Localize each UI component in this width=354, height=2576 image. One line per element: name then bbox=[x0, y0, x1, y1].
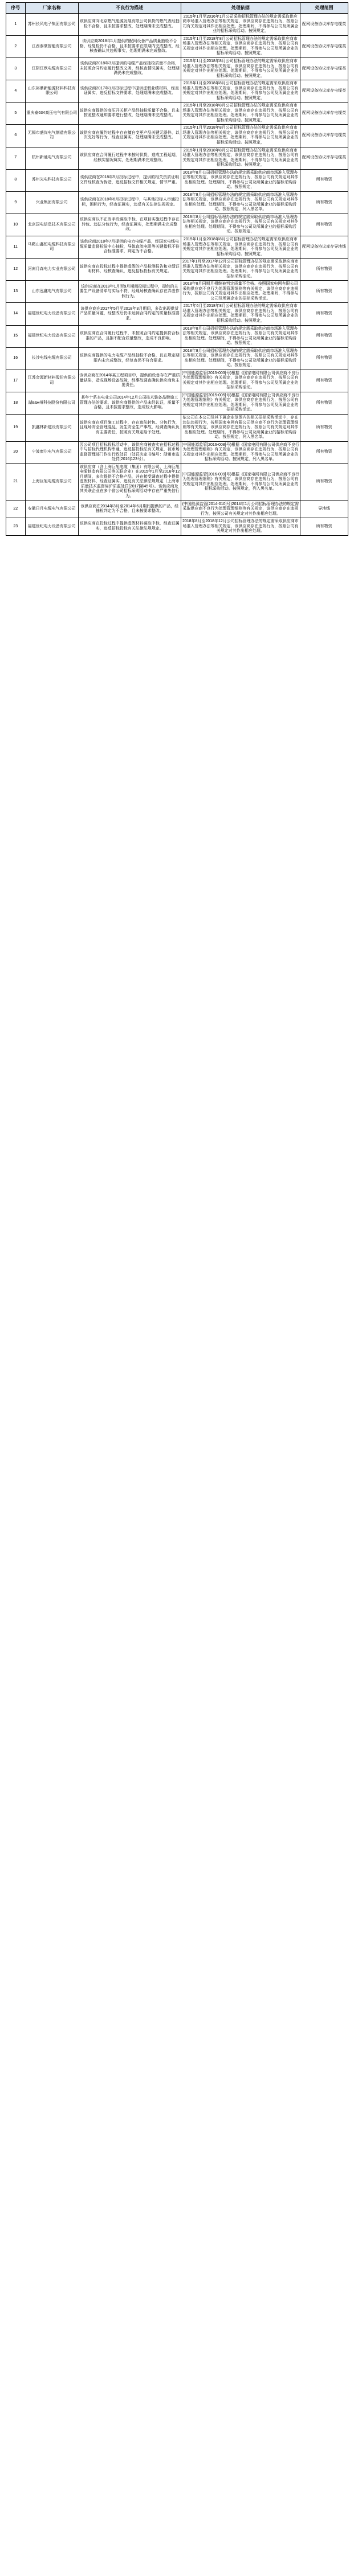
table-header bbox=[6, 3, 348, 14]
cell-description: 该供应商2018年3月提供的电缆产品经抽检质量不合格，未按照合同约定履行整改义务，经核查情况属实，处理期满仍未完成整改。 bbox=[78, 58, 181, 80]
cell-vendor-name: 杭州新通电气有限公司 bbox=[25, 147, 78, 169]
cell-description: 该供应商在合同履行过程中未按时供货，造成工程延期，经核实情况属实，处理期满未完成整改。 bbox=[78, 147, 181, 169]
cell-index: 22 bbox=[6, 501, 26, 518]
cell-description: 该供应商在2018年1月至9月期间投标过程中，提供的主要生产设备清单与实际不符，经现场核查确认存在弄虚作假行为。 bbox=[78, 281, 181, 303]
cell-index: 8 bbox=[6, 169, 26, 191]
cell-scope: 所有物资 bbox=[300, 214, 348, 236]
cell-vendor-name: 山东泓鑫电气有限公司 bbox=[25, 281, 78, 303]
table-row bbox=[6, 325, 348, 347]
cell-index: 19 bbox=[6, 415, 26, 442]
column-header-basis: 处理依据 bbox=[181, 3, 300, 14]
cell-basis: (中国能源监管[2016-009]号)根据《国家电网有限公司供应商不良行为处理管理细则》有关规定，该供应商存在违规行为，按照公司有关规定对其作出相应处理。处理期间，不得参与公司及所属企业的招标采购活动。按照规定，列入黑名单。 bbox=[181, 463, 300, 501]
cell-index: 18 bbox=[6, 392, 26, 414]
cell-scope: 所有物资 bbox=[300, 169, 348, 191]
table-row bbox=[6, 236, 348, 259]
table-row bbox=[6, 463, 348, 501]
cell-vendor-name: 福建世纪电力设备有限公司 bbox=[25, 518, 78, 536]
table-row bbox=[6, 147, 348, 169]
cell-basis: (中国能源监管[2015-003]号)根据《国家电网有限公司供应商不良行为处理管理细则》有关规定，该供应商存在违规行为，按照公司有关规定对其作出相应处理。处理期间，不得参与公司及所属企业的招标采购活动。 bbox=[181, 370, 300, 392]
table-header-row bbox=[6, 3, 348, 14]
cell-description: 该供应商在履约过程中存在擅自变更产品关键元器件、以次充好等行为，经查证属实，处理期满未完成整改。 bbox=[78, 125, 181, 147]
table-row bbox=[6, 281, 348, 303]
cell-scope: 所有物资 bbox=[300, 303, 348, 325]
cell-description: 该供应商在2017年5月至2018年3月期间，多次出现供货产品质量问题，经整改后仍未达到合同约定的质量标准要求。 bbox=[78, 303, 181, 325]
cell-description: 该供应商提供的高压开关柜产品经抽检质量不合格，且未按照整改通知要求进行整改，处理期满未完成整改。 bbox=[78, 102, 181, 125]
column-header-index: 序号 bbox=[6, 3, 26, 14]
document-page bbox=[0, 0, 354, 542]
cell-scope: 配网设备协议库存导地线 bbox=[300, 236, 348, 259]
cell-vendor-name: 兴业集团有限公司 bbox=[25, 191, 78, 214]
cell-vendor-name: 长沙电线电缆有限公司 bbox=[25, 347, 78, 370]
cell-basis: 2018年8月公司招标管理办法的规定需采取供应商市场准入管理办法等相关规定，该供应商存在违规行为，按照公司有关规定对其作出相应处理。处理期间，不得参与公司及所属企业的招标采购活动。按照规定， bbox=[181, 214, 300, 236]
cell-index: 15 bbox=[6, 325, 26, 347]
cell-vendor-name: 上海巨旭电缆有限公司 bbox=[25, 463, 78, 501]
cell-basis: 2017年6月至2018年8月公司招标管理办法的规定需采取供应商市场准入管理办法等相关规定，该供应商存在违规行为，按照公司有关规定对其作出相应处理。处理期间，不得参与公司及所属企业的招标采购活动。按照规定， bbox=[181, 303, 300, 325]
cell-basis: 2015年1月至2016年1月公司采购招标管理办法的规定需采取供应商市场准入管理办法等相关规定，该供应商存在违规行为，按照公司有关规定对其作出相应处理。处理期间，不得参与公司及所属企业的招标采购活动。按照规定， bbox=[181, 13, 300, 35]
cell-basis: 2015年1月至2018年8月公司招标管理办法的规定需采取供应商市场准入管理办法等相关规定，该供应商存在违规行为，按照公司有关规定对其作出相应处理。处理期间，不得参与公司及所属企业的招标采购活动。按照规定， bbox=[181, 125, 300, 147]
cell-scope: 所有物资 bbox=[300, 441, 348, 463]
cell-description: 因公司项目招标投标活动中，该供应商被查实在招标过程中与招标代理机构串通，违反招投标法有关规定，被市场监督管理部门作出行政处罚（处罚决定书编号：浙甬市监处罚[2016]123号）。 bbox=[78, 441, 181, 463]
cell-description: 该供应商2018年7月提供的电力电缆产品，经国家电线电缆质量监督检验中心抽检，导体直流电阻等关键指标不符合标准要求，判定为不合格。 bbox=[78, 236, 181, 259]
table-row bbox=[6, 392, 348, 414]
cell-index: 12 bbox=[6, 259, 26, 281]
cell-index: 21 bbox=[6, 463, 26, 501]
cell-index: 3 bbox=[6, 58, 26, 80]
cell-basis: (中国能源监管[2016-008]号)根据《国家电网有限公司供应商不良行为处理管理细则》有关规定，该供应商存在违规行为，按照公司有关规定对其作出相应处理。处理期间，不得参与公司及所属企业的招标采购活动。按照规定，列入黑名单。 bbox=[181, 441, 300, 463]
cell-description: 该供应商在项目施工过程中，存在违法转包、分包行为，且现场安全管理混乱，发生安全生产事故，经调查确认负有主要责任，按照有关规定给予处理。 bbox=[78, 415, 181, 442]
cell-vendor-name: 山东裕鼎新能源材料科技有限公司 bbox=[25, 80, 78, 102]
table-row bbox=[6, 415, 348, 442]
cell-description: 该供应商在2018年5月投标过程中，提供的相关资质证明文件经核查为伪造，违反招标文件相关规定，情节严重。 bbox=[78, 169, 181, 191]
cell-scope: 配网设备协议库存电缆类 bbox=[300, 102, 348, 125]
cell-basis: 2018年8月同期月相继被判定质量不合格。按照国家电网有限公司采购供应商不良行为处理管理细则等有关规定，该供应商存在违规行为，按照公司有关规定对其作出相应处理。处理期间，不得参与公司及所属企业的招标采购活动。 bbox=[181, 281, 300, 303]
cell-index: 23 bbox=[6, 518, 26, 536]
cell-index: 16 bbox=[6, 347, 26, 370]
supplier-misconduct-table bbox=[6, 2, 348, 536]
cell-scope: 配网设备协议库存电缆类 bbox=[300, 80, 348, 102]
table-row bbox=[6, 518, 348, 536]
cell-scope: 配网设备协议库存电缆类 bbox=[300, 125, 348, 147]
cell-scope: 配网设备协议库存电缆类 bbox=[300, 35, 348, 58]
table-row bbox=[6, 35, 348, 58]
cell-description: 某年十系本电业公司2014年12月公司技术装备品牌施工管理办法的要求，该供应商提供的产品未经认证，质量不合格，且未按要求整改，造成较大影响。 bbox=[78, 392, 181, 414]
cell-description: 该供应商在2018年6月投标过程中，与其他投标人串通投标，围标行为，经查证属实，违反有关法律法规规定。 bbox=[78, 191, 181, 214]
cell-vendor-name: 江西泰豪智能有限公司 bbox=[25, 35, 78, 58]
cell-basis: 2018年8月公司招标管理办法的规定需采取供应商市场准入管理办法等相关规定，该供应商存在违规行为，按照公司有关规定对其作出相应处理。处理期间，不得参与公司及所属企业的招标采购活动。按照规定，列入黑名单。 bbox=[181, 191, 300, 214]
cell-vendor-name: 湖важ州科技股份有限公司 bbox=[25, 392, 78, 414]
table-row bbox=[6, 441, 348, 463]
cell-description: 该供应商提供的电力电缆产品经抽检不合格，且在规定期限内未完成整改，经复查仍不符合要求。 bbox=[78, 347, 181, 370]
cell-basis: 依公司在本公司及其下属企业范围内的相关招标采购活动中，存在违法违规行为，按照国家电网有限公司供应商不良行为处理管理细则等有关规定，该供应商存在违规行为，按照公司有关规定对其作出相应处理。处理期间，不得参与公司及所属企业的招标采购活动。按照规定，列入黑名单。 bbox=[181, 415, 300, 442]
cell-index: 11 bbox=[6, 236, 26, 259]
cell-scope: 所有物资 bbox=[300, 415, 348, 442]
table-row bbox=[6, 58, 348, 80]
cell-index: 5 bbox=[6, 102, 26, 125]
table-row bbox=[6, 347, 348, 370]
cell-vendor-name: 苏州长风电子集团有限公司 bbox=[25, 13, 78, 35]
cell-vendor-name: 福建世纪电力设备有限公司 bbox=[25, 325, 78, 347]
table-row bbox=[6, 191, 348, 214]
cell-basis: 2015年1月至2018年8月公司招标管理办法的规定需采取供应商市场准入管理办法等相关规定，该供应商存在违规行为，按照公司有关规定对其作出相应处理。处理期间，不得参与公司及所属企业的招标采购活动。按照规定， bbox=[181, 58, 300, 80]
cell-scope: 所有物资 bbox=[300, 392, 348, 414]
column-header-description: 不良行为描述 bbox=[78, 3, 181, 14]
cell-description: 该供应商在2014年3月至2014年6月期间提供的产品，经抽检判定为不合格，且未按要求整改。 bbox=[78, 501, 181, 518]
cell-index: 2 bbox=[6, 35, 26, 58]
cell-basis: (中国能源监管[2015-005]号)根据《国家电网有限公司供应商不良行为处理管理细则》有关规定，该供应商存在违规行为，按照公司有关规定对其作出相应处理。处理期间，不得参与公司及所属企业的招标采购活动。 bbox=[181, 392, 300, 414]
cell-scope: 所有物资 bbox=[300, 370, 348, 392]
cell-scope: 所有物资 bbox=[300, 463, 348, 501]
cell-scope: 配网设备协议库存电缆类 bbox=[300, 13, 348, 35]
cell-basis: 2018年8月公司招标管理办法的规定需采取供应商市场准入管理办法等相关规定，该供应商存在违规行为，按照公司有关规定对其作出相应处理。处理期间，不得参与公司及所属企业的招标采购活动。按照规定， bbox=[181, 169, 300, 191]
cell-basis: 2017年1月至2017年12月公司招标管理办法的规定需采取供应商市场准入管理办法等相关规定，该供应商存在违规行为，按照公司有关规定对其作出相应处理。处理期间，不得参与公司及所属企业的招标采购活动。 bbox=[181, 259, 300, 281]
cell-index: 7 bbox=[6, 147, 26, 169]
cell-scope: 所有物资 bbox=[300, 281, 348, 303]
table-row bbox=[6, 214, 348, 236]
cell-description: 该供应商以不正当手段谋取中标，在项目实施过程中存在转包、违法分包行为，经查证属实，处理期满未完成整改。 bbox=[78, 214, 181, 236]
table-row bbox=[6, 501, 348, 518]
table-row bbox=[6, 303, 348, 325]
cell-basis: (中国能源监管[2014-010]号)2014年1月公司招标管理办法的规定需采取供应商不良行为处理管理细则等有关规定，该供应商存在违规行为，按照公司有关规定对其作出相应处理。 bbox=[181, 501, 300, 518]
cell-scope: 所有物资 bbox=[300, 325, 348, 347]
cell-index: 14 bbox=[6, 303, 26, 325]
cell-index: 4 bbox=[6, 80, 26, 102]
cell-description: 该供应商在合同履行过程中，未按照合同约定提供符合标准的产品，且拒不配合质量整改，造成不良影响。 bbox=[78, 325, 181, 347]
cell-vendor-name: 马鞍山鑫恒电缆科技有限公司 bbox=[25, 236, 78, 259]
cell-vendor-name: 安徽日月电缆电气有限公司 bbox=[25, 501, 78, 518]
cell-index: 10 bbox=[6, 214, 26, 236]
column-header-vendor: 厂家名称 bbox=[25, 3, 78, 14]
cell-description: 该供应商在投标过程中提供虚假的产品检测报告和业绩证明材料，经核查确认，违反招标投标有关规定。 bbox=[78, 259, 181, 281]
cell-description: 该供应商2017年1月投标过程中提供虚假业绩材料，经查证属实，违反招标文件要求，处理期满未完成整改。 bbox=[78, 80, 181, 102]
cell-description: 该供应商在2014年某工程项目中，提供的设备存在严重质量缺陷，造成现场设备故障，经事故调查确认供应商负主要责任。 bbox=[78, 370, 181, 392]
cell-basis: 2015年1月至2018年8月公司招标管理办法的规定需采取供应商市场准入管理办法等相关规定，该供应商存在违规行为，按照公司有关规定对其作出相应处理。处理期间，不得参与公司及所属企业的招标采购活动。按照规定， bbox=[181, 35, 300, 58]
cell-scope: 配网设备协议库存电缆类 bbox=[300, 58, 348, 80]
cell-index: 1 bbox=[6, 13, 26, 35]
cell-index: 17 bbox=[6, 370, 26, 392]
cell-description: 该供应商在投标过程中提供虚假材料谋取中标，经查证属实，违反招标投标有关法律法规规定。 bbox=[78, 518, 181, 536]
cell-vendor-name: 重庆泰634高压电气有限公司 bbox=[25, 102, 78, 125]
table-row bbox=[6, 102, 348, 125]
cell-index: 6 bbox=[6, 125, 26, 147]
cell-vendor-name: 凯鑫林新建设有限公司 bbox=[25, 415, 78, 442]
table-body bbox=[6, 13, 348, 535]
cell-vendor-name: 江苏金源新材料股份有限公司 bbox=[25, 370, 78, 392]
table-row bbox=[6, 370, 348, 392]
cell-index: 13 bbox=[6, 281, 26, 303]
cell-basis: 2015年1月至2018年8月公司招标管理办法的规定需采取供应商市场准入管理办法等相关规定，该供应商存在违规行为，按照公司有关规定对其作出相应处理。处理期间，不得参与公司及所属企业的招标采购活动。按照规定， bbox=[181, 147, 300, 169]
cell-index: 20 bbox=[6, 441, 26, 463]
cell-basis: 2018年8月至2018年12月公司招标管理办法的规定需采取供应商市场准入管理办法等相关规定，该供应商存在违规行为，按照公司有关规定对其作出相应处理。 bbox=[181, 518, 300, 536]
table-row bbox=[6, 13, 348, 35]
cell-scope: 配网设备协议库存电缆类 bbox=[300, 147, 348, 169]
cell-vendor-name: 无锡市盛岗电气制造有限公司 bbox=[25, 125, 78, 147]
cell-basis: 2015年1月至2018年8月公司招标管理办法的规定需采取供应商市场准入管理办法等相关规定，该供应商存在违规行为，按照公司有关规定对其作出相应处理。处理期间，不得参与公司及所属企业的招标采购活动。按照规定， bbox=[181, 236, 300, 259]
cell-basis: 2015年1月至2018年8月公司招标管理办法的规定需采取供应商市场准入管理办法等相关规定，该供应商存在违规行为，按照公司有关规定对其作出相应处理。处理期间，不得参与公司及所属企业的招标采购活动。按照规定， bbox=[181, 102, 300, 125]
cell-vendor-name: 江阴江欣电缆有限公司 bbox=[25, 58, 78, 80]
cell-description: 该供应商（含上海巨旭电缆（集团）有限公司、上海巨旭电缆制造有限公司等关联企业）在2015年1月至2016年12月期间，多次提供不合格产品，并在接受调查过程中提供虚假材料，经查证属实，违反有关法律法规规定（上海市质量技术监督局沪质监处罚[2017]第45号）。该供应商及其关联企业在多个省公司招标采购活动中存在严重失信行为。 bbox=[78, 463, 181, 501]
cell-vendor-name: 北京国电信息技术有限公司 bbox=[25, 214, 78, 236]
column-header-scope: 处理范围 bbox=[300, 3, 348, 14]
cell-description: 该供应商2018年1月提供的配网设备产品质量抽检不合格，经复检仍不合格，且未按要求在限期内完成整改，经核查确认其违规事实，处理期满未完成整改。 bbox=[78, 35, 181, 58]
cell-scope: 所有物资 bbox=[300, 259, 348, 281]
table-row bbox=[6, 80, 348, 102]
cell-vendor-name: 河南月森电力实业有限公司 bbox=[25, 259, 78, 281]
cell-vendor-name: 苏州光电科技有限公司 bbox=[25, 169, 78, 191]
cell-scope: 所有物资 bbox=[300, 191, 348, 214]
cell-basis: 2015年1月至2018年8月公司招标管理办法的规定需采取供应商市场准入管理办法等相关规定，该供应商存在违规行为，按照公司有关规定对其作出相应处理。处理期间，不得参与公司及所属企业的招标采购活动。按照规定， bbox=[181, 80, 300, 102]
table-row bbox=[6, 125, 348, 147]
table-row bbox=[6, 259, 348, 281]
cell-scope: 所有物资 bbox=[300, 518, 348, 536]
cell-basis: 2018年8月公司招标管理办法的规定需采取供应商市场准入管理办法等相关规定，该供应商存在违规行为，按照公司有关规定对其作出相应处理。处理期间，不得参与公司及所属企业的招标采购活动。按照规定， bbox=[181, 347, 300, 370]
cell-description: 该供应商向北京燃气能源发展有限公司供货的燃气表经抽检不合格，且未按要求整改，处理期满未完成整改。 bbox=[78, 13, 181, 35]
table-row bbox=[6, 169, 348, 191]
cell-scope: 导地线 bbox=[300, 501, 348, 518]
cell-index: 9 bbox=[6, 191, 26, 214]
cell-basis: 2018年8月公司招标管理办法的规定需采取供应商市场准入管理办法等相关规定，该供应商存在违规行为，按照公司有关规定对其作出相应处理。处理期间，不得参与公司及所属企业的招标采购活动。按照规定， bbox=[181, 325, 300, 347]
cell-vendor-name: 福建世纪电力设备有限公司 bbox=[25, 303, 78, 325]
cell-vendor-name: 宁波康尔电气有限公司 bbox=[25, 441, 78, 463]
cell-scope: 所有物资 bbox=[300, 347, 348, 370]
